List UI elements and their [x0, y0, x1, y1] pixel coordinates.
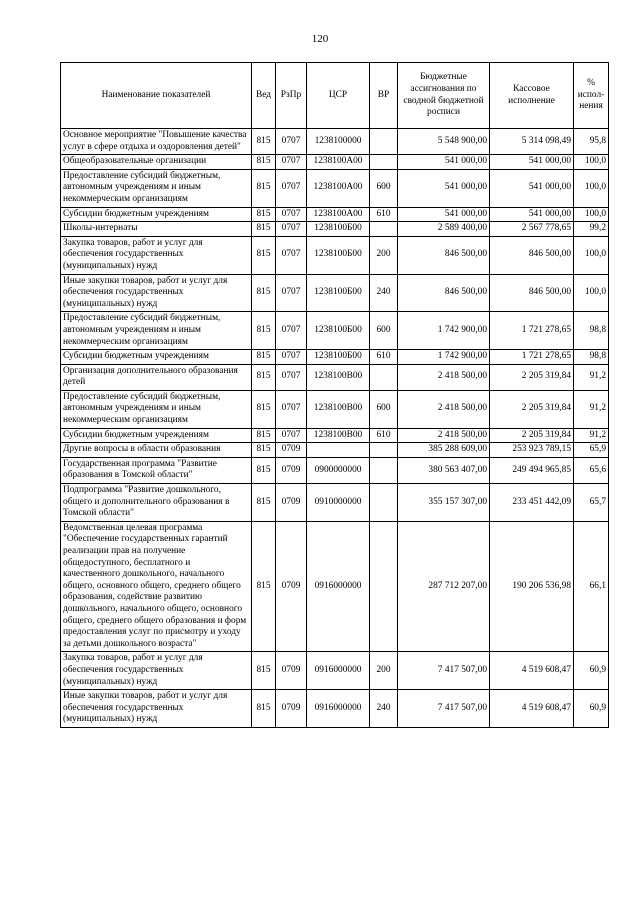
row-ved: 815 — [252, 129, 276, 155]
row-executed: 233 451 442,09 — [490, 484, 574, 522]
row-executed: 1 721 278,65 — [490, 350, 574, 365]
row-ved: 815 — [252, 457, 276, 483]
table-row — [61, 312, 609, 350]
row-name: Иные закупки товаров, работ и услуг для обеспечения государственных (муниципальных) нужд — [61, 274, 252, 312]
header-csr: ЦСР — [307, 63, 370, 129]
table-row — [61, 690, 609, 728]
row-vr: 610 — [370, 428, 398, 443]
row-vr: 240 — [370, 274, 398, 312]
row-executed: 4 519 608,47 — [490, 652, 574, 690]
row-assigned: 541 000,00 — [398, 155, 490, 170]
row-rzpr: 0709 — [276, 521, 307, 652]
row-name: Государственная программа "Развитие образования в Томской области" — [61, 457, 252, 483]
row-vr: 610 — [370, 350, 398, 365]
row-vr: 600 — [370, 169, 398, 207]
row-assigned: 355 157 307,00 — [398, 484, 490, 522]
row-percent: 98,8 — [574, 312, 609, 350]
row-ved: 815 — [252, 207, 276, 222]
row-ved: 815 — [252, 521, 276, 652]
header-ved: Вед — [252, 63, 276, 129]
row-percent: 65,9 — [574, 443, 609, 458]
row-rzpr: 0709 — [276, 457, 307, 483]
row-percent: 65,7 — [574, 484, 609, 522]
table-row — [61, 521, 609, 652]
table-row — [61, 222, 609, 237]
row-executed: 846 500,00 — [490, 274, 574, 312]
row-assigned: 2 418 500,00 — [398, 390, 490, 428]
row-vr — [370, 443, 398, 458]
row-percent: 100,0 — [574, 207, 609, 222]
table-header-row — [61, 63, 609, 129]
row-ved: 815 — [252, 443, 276, 458]
table-row — [61, 428, 609, 443]
row-vr — [370, 364, 398, 390]
row-rzpr: 0709 — [276, 443, 307, 458]
header-executed: Кассовое исполнение — [490, 63, 574, 129]
row-rzpr: 0707 — [276, 390, 307, 428]
row-executed: 5 314 098,49 — [490, 129, 574, 155]
row-csr: 1238100А00 — [307, 155, 370, 170]
row-ved: 815 — [252, 390, 276, 428]
row-name: Субсидии бюджетным учреждениям — [61, 207, 252, 222]
row-assigned: 385 288 609,00 — [398, 443, 490, 458]
row-ved: 815 — [252, 350, 276, 365]
table-row — [61, 274, 609, 312]
row-assigned: 7 417 507,00 — [398, 690, 490, 728]
row-vr — [370, 457, 398, 483]
row-csr: 1238100Б00 — [307, 236, 370, 274]
row-csr: 0900000000 — [307, 457, 370, 483]
row-ved: 815 — [252, 428, 276, 443]
row-csr: 1238100000 — [307, 129, 370, 155]
row-executed: 541 000,00 — [490, 155, 574, 170]
row-name: Другие вопросы в области образования — [61, 443, 252, 458]
row-name: Подпрограмма "Развитие дошкольного, общего и дополнительного образования в Томской области" — [61, 484, 252, 522]
row-percent: 100,0 — [574, 155, 609, 170]
row-name: Иные закупки товаров, работ и услуг для обеспечения государственных (муниципальных) нужд — [61, 690, 252, 728]
row-assigned: 2 418 500,00 — [398, 364, 490, 390]
row-percent: 66,1 — [574, 521, 609, 652]
row-assigned: 380 563 407,00 — [398, 457, 490, 483]
row-name: Общеобразовательные организации — [61, 155, 252, 170]
row-rzpr: 0707 — [276, 169, 307, 207]
row-csr: 1238100В00 — [307, 428, 370, 443]
header-name: Наименование показателей — [61, 63, 252, 129]
row-vr — [370, 521, 398, 652]
row-vr: 240 — [370, 690, 398, 728]
row-vr — [370, 222, 398, 237]
table-row — [61, 652, 609, 690]
row-rzpr: 0707 — [276, 364, 307, 390]
row-csr: 0916000000 — [307, 690, 370, 728]
row-name: Основное мероприятие "Повышение качества услуг в сфере отдыха и оздоровления детей" — [61, 129, 252, 155]
row-rzpr: 0709 — [276, 652, 307, 690]
row-vr: 200 — [370, 652, 398, 690]
row-percent: 60,9 — [574, 652, 609, 690]
row-percent: 65,6 — [574, 457, 609, 483]
table-row — [61, 390, 609, 428]
row-percent: 99,2 — [574, 222, 609, 237]
row-executed: 541 000,00 — [490, 169, 574, 207]
row-name: Предоставление субсидий бюджетным, автономным учреждениям и иным некоммерческим организациям — [61, 169, 252, 207]
row-csr: 1238100Б00 — [307, 274, 370, 312]
row-csr — [307, 443, 370, 458]
row-percent: 91,2 — [574, 428, 609, 443]
row-name: Закупка товаров, работ и услуг для обеспечения государственных (муниципальных) нужд — [61, 652, 252, 690]
row-name: Субсидии бюджетным учреждениям — [61, 428, 252, 443]
row-name: Закупка товаров, работ и услуг для обеспечения государственных (муниципальных) нужд — [61, 236, 252, 274]
row-vr: 600 — [370, 312, 398, 350]
row-ved: 815 — [252, 155, 276, 170]
row-name: Ведомственная целевая программа "Обеспечение государственных гарантий реализации прав на получение общедоступного, бесплатного и качественного дошкольного, начального общего, основного общего, среднего общего образования, содействие развитию дошкольного, начального общего, основного общего, среднего общего образования и форм предоставления услуг по присмотру и уходу за детьми дошкольного возраста" — [61, 521, 252, 652]
row-csr: 0910000000 — [307, 484, 370, 522]
row-assigned: 287 712 207,00 — [398, 521, 490, 652]
row-name: Школы-интернаты — [61, 222, 252, 237]
table-row — [61, 129, 609, 155]
row-vr: 610 — [370, 207, 398, 222]
row-executed: 2 205 319,84 — [490, 390, 574, 428]
row-assigned: 1 742 900,00 — [398, 350, 490, 365]
row-name: Предоставление субсидий бюджетным, автономным учреждениям и иным некоммерческим организациям — [61, 390, 252, 428]
row-percent: 91,2 — [574, 364, 609, 390]
row-assigned: 2 589 400,00 — [398, 222, 490, 237]
row-ved: 815 — [252, 274, 276, 312]
row-percent: 100,0 — [574, 169, 609, 207]
row-executed: 1 721 278,65 — [490, 312, 574, 350]
row-assigned: 541 000,00 — [398, 207, 490, 222]
table-row — [61, 169, 609, 207]
row-percent: 60,9 — [574, 690, 609, 728]
row-ved: 815 — [252, 484, 276, 522]
row-assigned: 2 418 500,00 — [398, 428, 490, 443]
row-ved: 815 — [252, 690, 276, 728]
row-rzpr: 0707 — [276, 428, 307, 443]
row-rzpr: 0709 — [276, 484, 307, 522]
row-ved: 815 — [252, 169, 276, 207]
row-name: Организация дополнительного образования детей — [61, 364, 252, 390]
row-executed: 253 923 789,15 — [490, 443, 574, 458]
row-csr: 0916000000 — [307, 521, 370, 652]
row-vr: 200 — [370, 236, 398, 274]
row-executed: 2 205 319,84 — [490, 364, 574, 390]
budget-table — [60, 62, 609, 728]
row-percent: 100,0 — [574, 274, 609, 312]
table-row — [61, 443, 609, 458]
row-assigned: 7 417 507,00 — [398, 652, 490, 690]
table-row — [61, 155, 609, 170]
row-rzpr: 0707 — [276, 155, 307, 170]
table-row — [61, 364, 609, 390]
row-executed: 2 567 778,65 — [490, 222, 574, 237]
row-percent: 95,8 — [574, 129, 609, 155]
table-row — [61, 350, 609, 365]
row-percent: 98,8 — [574, 350, 609, 365]
row-percent: 100,0 — [574, 236, 609, 274]
row-assigned: 846 500,00 — [398, 274, 490, 312]
header-percent: % испол-нения — [574, 63, 609, 129]
row-rzpr: 0707 — [276, 274, 307, 312]
row-csr: 1238100Б00 — [307, 312, 370, 350]
page-number: 120 — [311, 33, 329, 45]
row-executed: 2 205 319,84 — [490, 428, 574, 443]
header-assigned: Бюджетные ассигнования по сводной бюджетной росписи — [398, 63, 490, 129]
row-rzpr: 0707 — [276, 350, 307, 365]
header-vr: ВР — [370, 63, 398, 129]
row-ved: 815 — [252, 312, 276, 350]
row-rzpr: 0707 — [276, 129, 307, 155]
row-executed: 249 494 965,85 — [490, 457, 574, 483]
row-assigned: 541 000,00 — [398, 169, 490, 207]
row-name: Субсидии бюджетным учреждениям — [61, 350, 252, 365]
row-rzpr: 0707 — [276, 207, 307, 222]
row-csr: 1238100Б00 — [307, 222, 370, 237]
row-csr: 1238100В00 — [307, 390, 370, 428]
row-ved: 815 — [252, 652, 276, 690]
row-ved: 815 — [252, 236, 276, 274]
table-row — [61, 207, 609, 222]
row-ved: 815 — [252, 222, 276, 237]
row-csr: 1238100В00 — [307, 364, 370, 390]
row-executed: 4 519 608,47 — [490, 690, 574, 728]
row-rzpr: 0707 — [276, 222, 307, 237]
row-assigned: 1 742 900,00 — [398, 312, 490, 350]
row-executed: 541 000,00 — [490, 207, 574, 222]
row-vr — [370, 155, 398, 170]
row-csr: 1238100А00 — [307, 207, 370, 222]
table-row — [61, 236, 609, 274]
row-csr: 0916000000 — [307, 652, 370, 690]
row-ved: 815 — [252, 364, 276, 390]
row-name: Предоставление субсидий бюджетным, автономным учреждениям и иным некоммерческим организациям — [61, 312, 252, 350]
row-assigned: 846 500,00 — [398, 236, 490, 274]
row-assigned: 5 548 900,00 — [398, 129, 490, 155]
row-executed: 846 500,00 — [490, 236, 574, 274]
row-vr — [370, 484, 398, 522]
row-executed: 190 206 536,98 — [490, 521, 574, 652]
header-rzpr: РзПр — [276, 63, 307, 129]
table-row — [61, 457, 609, 483]
row-csr: 1238100Б00 — [307, 350, 370, 365]
row-rzpr: 0707 — [276, 236, 307, 274]
row-csr: 1238100А00 — [307, 169, 370, 207]
row-rzpr: 0707 — [276, 312, 307, 350]
row-percent: 91,2 — [574, 390, 609, 428]
table-row — [61, 484, 609, 522]
row-vr: 600 — [370, 390, 398, 428]
row-rzpr: 0709 — [276, 690, 307, 728]
row-vr — [370, 129, 398, 155]
